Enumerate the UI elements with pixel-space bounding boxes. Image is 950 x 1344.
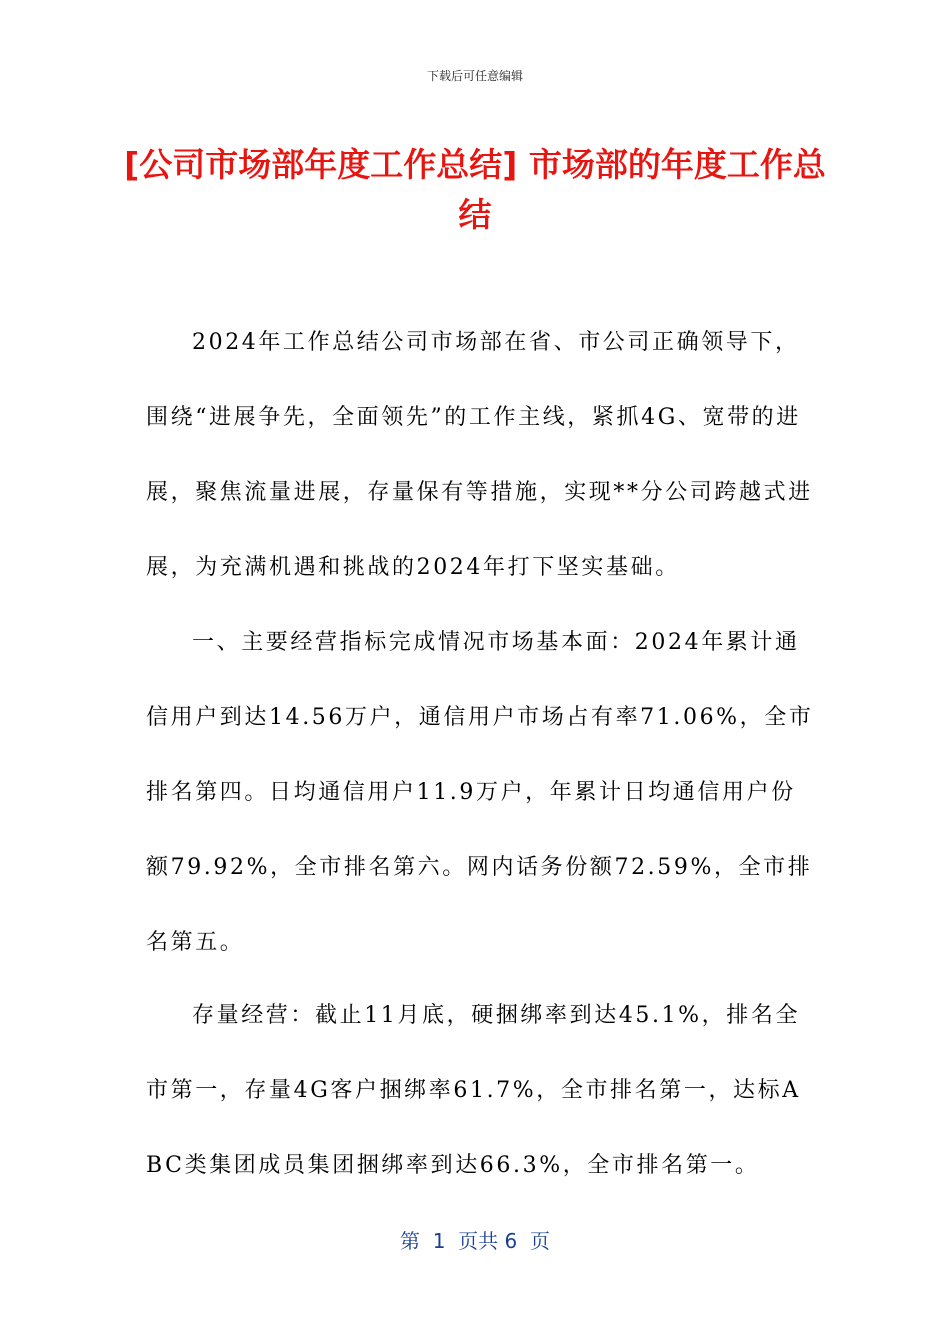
paragraph-text: 2024年工作总结公司市场部在省、市公司正确领导下，围绕“进展争先，全面领先”的工作主线，紧抓4G、宽带的进展，聚焦流量进展，存量保有等措施，实现**分公司跨越式进展，为充满机遇和挑战的2024年打下坚实基础。 <box>146 330 813 580</box>
paragraph-text: 一、主要经营指标完成情况市场基本面：2024年累计通信用户到达14.56万户，通信用户市场占有率71.06%，全市排名第四。日均通信用户11.9万户，年累计日均通信用户份额79.92%，全市排名第六。网内话务份额72.59%，全市排名第五。 <box>146 630 814 955</box>
paragraph-intro <box>146 305 816 605</box>
paragraph-indicators <box>146 605 816 980</box>
page-footer: 第 1 页共 6 页 <box>400 1229 550 1253</box>
document-title: [公司市场部年度工作总结] 市场部的年度工作总结 <box>124 145 826 234</box>
header-note: 下载后可任意编辑 <box>426 69 523 83</box>
paragraph-stock-operation <box>146 978 816 1203</box>
paragraph-text: 存量经营：截止11月底，硬捆绑率到达45.1%，排名全市第一，存量4G客户捆绑率61.7%，全市排名第一，达标ABC类集团成员集团捆绑率到达66.3%，全市排名第一。 <box>146 1003 801 1178</box>
